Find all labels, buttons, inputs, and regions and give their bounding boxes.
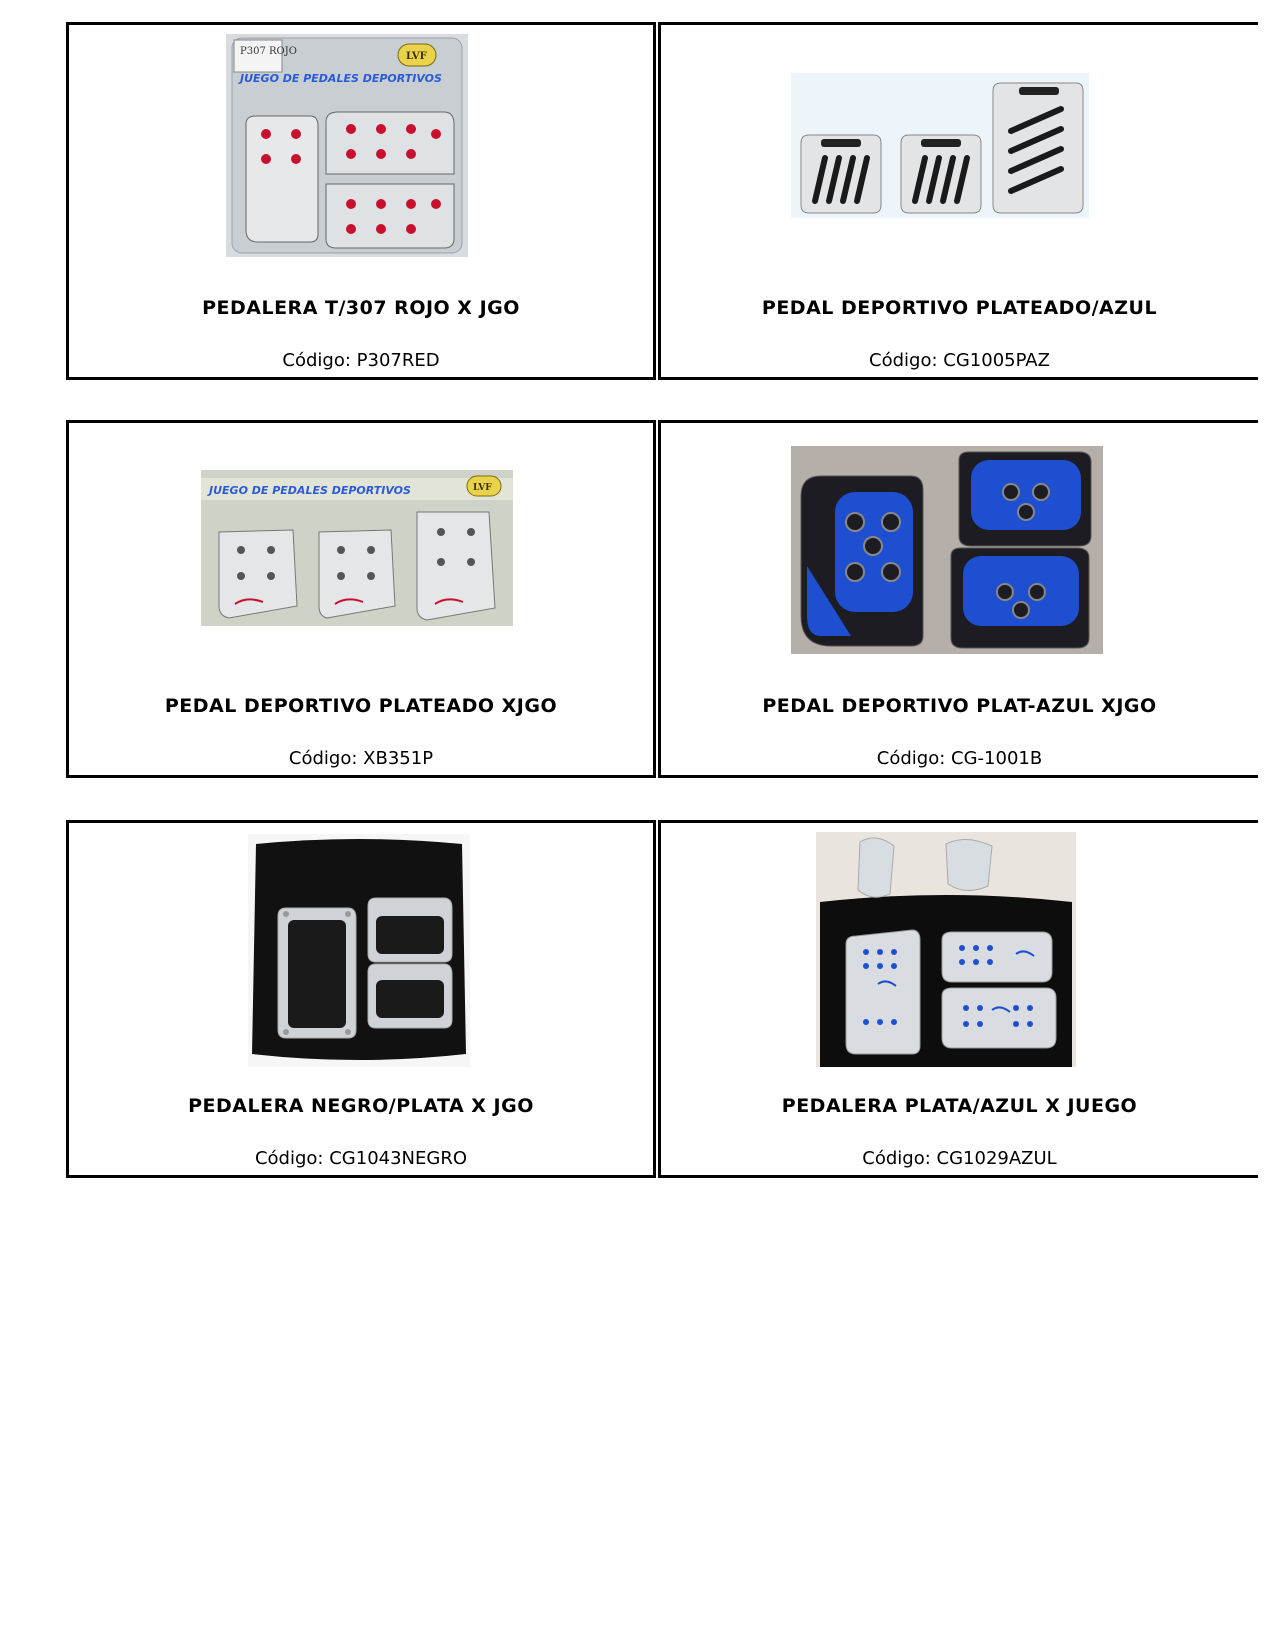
product-code: CG-1001B: [951, 748, 1043, 769]
product-card: [66, 22, 656, 380]
pedal-set-silver-racing-photo: [201, 470, 513, 626]
product-code: CG1029AZUL: [936, 1148, 1057, 1169]
product-code: CG1043NEGRO: [329, 1148, 468, 1169]
pedal-set-black-silver-photo: [248, 834, 470, 1067]
product-card: [658, 22, 1258, 380]
product-name: PEDALERA T/307 ROJO X JGO: [202, 297, 520, 319]
package-title: JUEGO DE PEDALES DEPORTIVOS: [209, 484, 411, 497]
product-code-line: [661, 748, 1258, 769]
product-row: [66, 420, 1246, 778]
handwritten-note: P307 ROJO: [240, 46, 297, 57]
product-name: PEDALERA NEGRO/PLATA X JGO: [188, 1095, 534, 1117]
product-row: [66, 820, 1246, 1178]
product-row: [66, 22, 1246, 380]
product-code: XB351P: [363, 748, 434, 769]
product-name: PEDAL DEPORTIVO PLATEADO/AZUL: [761, 297, 1158, 319]
product-card: [66, 820, 656, 1178]
product-code: CG1005PAZ: [943, 350, 1050, 371]
product-code-label: Código:: [282, 350, 351, 371]
product-code-line: [69, 748, 653, 769]
product-code-label: Código:: [876, 748, 946, 769]
package-brand: LVF: [473, 483, 492, 493]
product-code-line: [69, 1148, 653, 1169]
product-card: [658, 820, 1258, 1178]
product-name: PEDALERA PLATA/AZUL X JUEGO: [781, 1095, 1138, 1117]
product-code-label: Código:: [869, 350, 938, 371]
product-code-line: [661, 350, 1258, 371]
product-code-label: Código:: [254, 1148, 324, 1169]
product-name: PEDAL DEPORTIVO PLATEADO XJGO: [164, 695, 558, 717]
pedal-set-silver-black-stripes-photo: [791, 73, 1089, 218]
pedal-set-red-photo: [226, 34, 468, 257]
product-code-label: Código:: [862, 1148, 931, 1169]
package-brand: LVF: [406, 51, 427, 62]
product-card: [658, 420, 1258, 778]
package-title: JUEGO DE PEDALES DEPORTIVOS: [240, 72, 442, 85]
product-code-line: [69, 350, 653, 371]
product-code-label: Código:: [288, 748, 358, 769]
product-code-line: [661, 1148, 1258, 1169]
product-card: [66, 420, 656, 778]
product-name: PEDAL DEPORTIVO PLAT-AZUL XJGO: [762, 695, 1157, 717]
product-code: P307RED: [356, 350, 440, 371]
pedal-set-silver-blue-photo: [816, 832, 1076, 1067]
pedal-set-blue-black-photo: [791, 446, 1103, 654]
